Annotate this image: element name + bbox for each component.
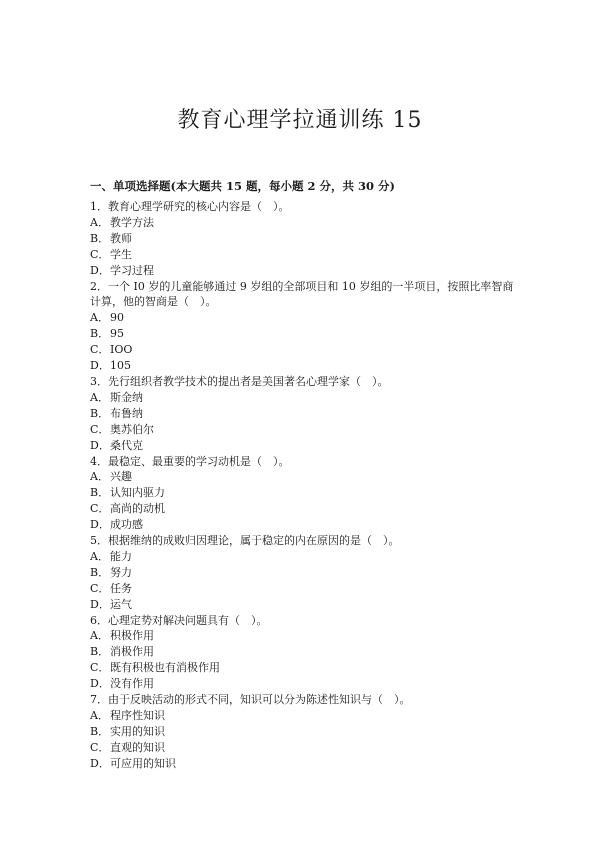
option-text: 布鲁纳 <box>110 406 143 420</box>
answer-option <box>90 517 520 533</box>
option-text: 能力 <box>110 549 132 563</box>
option-letter: A． <box>90 311 109 325</box>
option-text: 程序性知识 <box>110 709 165 722</box>
option-letter: A． <box>90 390 109 404</box>
answer-option <box>90 565 520 581</box>
answer-option <box>90 215 520 231</box>
question-number: 2． <box>90 279 108 293</box>
option-text: 奥苏伯尔 <box>110 422 154 436</box>
option-letter: D． <box>90 263 110 277</box>
answer-option <box>90 724 520 740</box>
answer-option <box>90 660 520 676</box>
option-text: 可应用的知识 <box>110 756 176 770</box>
option-text: 学生 <box>110 247 132 261</box>
answer-option <box>90 628 520 644</box>
page-title: 教育心理学拉通训练 15 <box>177 108 423 133</box>
option-letter: A． <box>90 549 109 563</box>
option-letter: D． <box>90 756 110 770</box>
section-heading: 一、单项选择题(本大题共 15 题，每小题 2 分，共 30 分) <box>90 179 395 193</box>
option-text: 教师 <box>110 231 132 245</box>
option-text: 任务 <box>110 581 132 595</box>
answer-option <box>90 422 520 438</box>
option-text: 认知内驱力 <box>110 486 165 500</box>
option-text: 积极作用 <box>110 629 154 643</box>
question-5 <box>90 533 520 613</box>
answer-option <box>90 740 520 756</box>
answer-option <box>90 644 520 660</box>
question-text: 先行组织者教学技术的提出者是美国著名心理学家（ ）。 <box>108 374 389 388</box>
answer-option <box>90 231 520 247</box>
option-letter: B． <box>90 645 110 659</box>
question-4 <box>90 454 520 534</box>
answer-option <box>90 342 520 358</box>
answer-option <box>90 263 520 279</box>
question-6 <box>90 613 520 693</box>
option-letter: C． <box>90 581 110 595</box>
answer-option <box>90 310 520 326</box>
option-text: 努力 <box>110 565 132 579</box>
option-letter: D． <box>90 518 110 532</box>
question-stem <box>90 613 520 629</box>
option-text: 教学方法 <box>110 215 154 229</box>
answer-option <box>90 469 520 485</box>
option-text: 实用的知识 <box>110 724 165 738</box>
option-letter: A． <box>90 629 109 643</box>
question-stem <box>90 279 520 311</box>
option-letter: D． <box>90 677 110 691</box>
question-stem <box>90 374 520 390</box>
option-text: 90 <box>110 311 124 325</box>
option-letter: A． <box>90 470 109 484</box>
question-3 <box>90 374 520 454</box>
answer-option <box>90 708 520 724</box>
option-letter: C． <box>90 502 110 516</box>
option-text: 消极作用 <box>110 645 154 659</box>
answer-option <box>90 247 520 263</box>
option-letter: D． <box>90 438 110 452</box>
option-letter: C． <box>90 740 110 754</box>
option-letter: C． <box>90 422 110 436</box>
option-text: 成功感 <box>110 518 143 532</box>
question-stem <box>90 199 520 215</box>
option-letter: D． <box>90 359 110 373</box>
answer-option <box>90 485 520 501</box>
option-letter: B． <box>90 486 110 500</box>
question-list <box>90 199 520 772</box>
option-letter: B． <box>90 327 110 341</box>
question-number: 1． <box>90 200 108 213</box>
option-text: IOO <box>110 343 133 357</box>
answer-option <box>90 406 520 422</box>
question-stem <box>90 454 520 470</box>
question-2 <box>90 279 520 374</box>
answer-option <box>90 549 520 565</box>
option-text: 105 <box>110 359 131 373</box>
question-1 <box>90 199 520 279</box>
answer-option <box>90 438 520 454</box>
question-text: 根据维纳的成败归因理论，属于稳定的内在原因的是（ ）。 <box>108 534 400 548</box>
option-letter: C． <box>90 661 110 675</box>
question-stem <box>90 533 520 549</box>
answer-option <box>90 676 520 692</box>
question-7 <box>90 692 520 772</box>
question-text: 一个 I0 岁的儿童能够通过 9 岁组的全部项目和 10 岁组的一半项目，按照比率智商计算，他的智商是（ ）。 <box>90 279 514 309</box>
option-letter: A． <box>90 215 109 229</box>
answer-option <box>90 597 520 613</box>
option-text: 直观的知识 <box>110 740 165 754</box>
question-number: 5． <box>90 534 108 548</box>
option-text: 没有作用 <box>110 677 154 691</box>
answer-option <box>90 390 520 406</box>
option-text: 斯金纳 <box>110 390 143 404</box>
answer-option <box>90 326 520 342</box>
option-letter: D． <box>90 597 110 611</box>
option-text: 桑代克 <box>110 438 143 452</box>
option-text: 兴趣 <box>110 470 132 484</box>
answer-option <box>90 756 520 772</box>
option-text: 高尚的动机 <box>110 502 165 516</box>
question-text: 由于反映活动的形式不同，知识可以分为陈述性知识与（ ）。 <box>108 693 411 707</box>
answer-option <box>90 501 520 517</box>
question-text: 教育心理学研究的核心内容是（ ）。 <box>108 200 290 213</box>
option-text: 95 <box>110 327 124 341</box>
answer-option <box>90 358 520 374</box>
option-text: 既有积极也有消极作用 <box>110 661 220 675</box>
question-number: 6． <box>90 613 108 627</box>
question-text: 最稳定、最重要的学习动机是（ ）。 <box>108 454 290 468</box>
option-letter: B． <box>90 406 110 420</box>
option-text: 运气 <box>110 597 132 611</box>
option-letter: B． <box>90 724 110 738</box>
option-letter: C． <box>90 247 110 261</box>
question-number: 3． <box>90 374 108 388</box>
question-stem <box>90 692 520 708</box>
option-letter: B． <box>90 565 110 579</box>
option-letter: A． <box>90 709 109 722</box>
option-text: 学习过程 <box>110 263 154 277</box>
option-letter: B． <box>90 231 110 245</box>
question-number: 7． <box>90 693 108 707</box>
question-text: 心理定势对解决问题具有（ ）。 <box>108 613 268 627</box>
question-number: 4． <box>90 454 108 468</box>
option-letter: C． <box>90 343 110 357</box>
answer-option <box>90 581 520 597</box>
